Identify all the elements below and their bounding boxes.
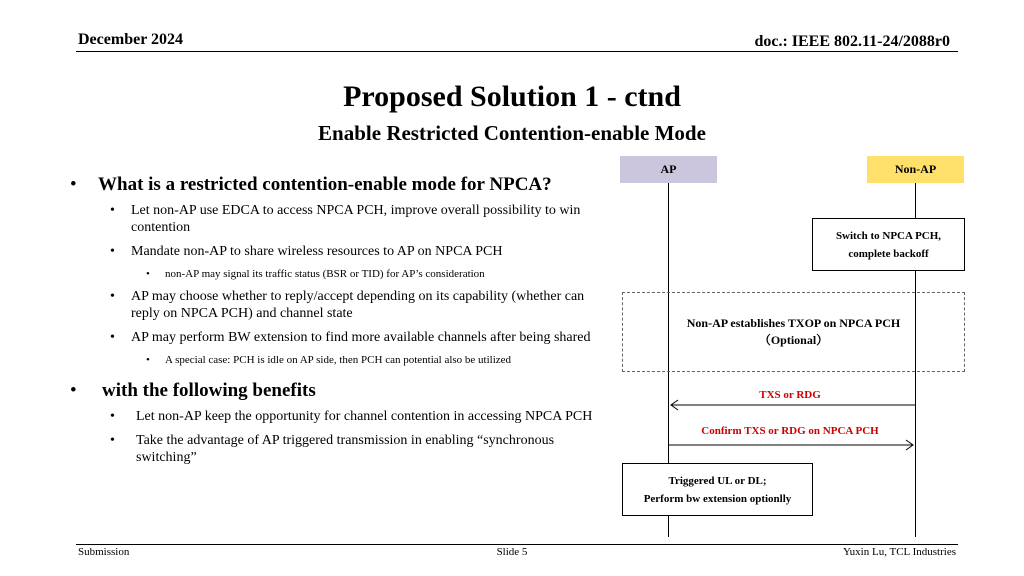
txs-rdg-label: TXS or RDG [759, 389, 821, 401]
section1-bullet-2-sub: • non-AP may signal its traffic status (BSR or TID) for AP’s consideration [62, 267, 607, 281]
section1-bullet-3: • AP may choose whether to reply/accept depending on its capability (whether can reply on NPCA PCH) and channel state [62, 288, 607, 322]
footer-submission: Submission [78, 546, 130, 558]
trig-line-2: Perform bw extension optionlly [643, 492, 792, 505]
section2-heading: • with the following benefits [62, 380, 607, 402]
txop-line-1: Non-AP establishes TXOP on NPCA PCH [686, 316, 901, 330]
section2-bullet-1: • Let non-AP keep the opportunity for channel contention in accessing NPCA PCH [62, 408, 607, 425]
ap-header-box: AP [620, 156, 717, 183]
switch-line-1: Switch to NPCA PCH, [835, 229, 942, 242]
footer-divider [76, 544, 958, 545]
slide-title: Proposed Solution 1 - ctnd [343, 80, 681, 113]
section2-bullet-2: • Take the advantage of AP triggered transmission in enabling “synchronous switching” [62, 432, 607, 466]
slide-subtitle: Enable Restricted Contention-enable Mode [318, 121, 706, 145]
confirm-txs-label: Confirm TXS or RDG on NPCA PCH [701, 425, 879, 437]
header-doc-id: doc.: IEEE 802.11-24/2088r0 [754, 33, 950, 50]
triggered-ul-dl-box [622, 463, 813, 516]
section1-bullet-1: • Let non-AP use EDCA to access NPCA PCH, improve overall possibility to win contention [62, 202, 607, 236]
section1-heading: • What is a restricted contention-enable mode for NPCA? [62, 174, 607, 196]
trig-line-1: Triggered UL or DL; [668, 474, 767, 487]
footer-author: Yuxin Lu, TCL Industries [842, 546, 956, 558]
nonap-header-box: Non-AP [867, 156, 964, 183]
txs-arrow [671, 400, 915, 410]
confirm-arrow [669, 440, 913, 450]
section1-bullet-2: • Mandate non-AP to share wireless resources to AP on NPCA PCH [62, 243, 607, 260]
section1-bullet-4-sub: • A special case: PCH is idle on AP side, then PCH can potential also be utilized [62, 353, 607, 367]
header-date: December 2024 [78, 31, 183, 48]
footer-slide-number: Slide 5 [496, 546, 528, 558]
switch-line-2: complete backoff [848, 247, 929, 260]
txop-line-2: （Optional） [758, 333, 829, 347]
section1-bullet-4: • AP may perform BW extension to find more available channels after being shared [62, 329, 607, 346]
